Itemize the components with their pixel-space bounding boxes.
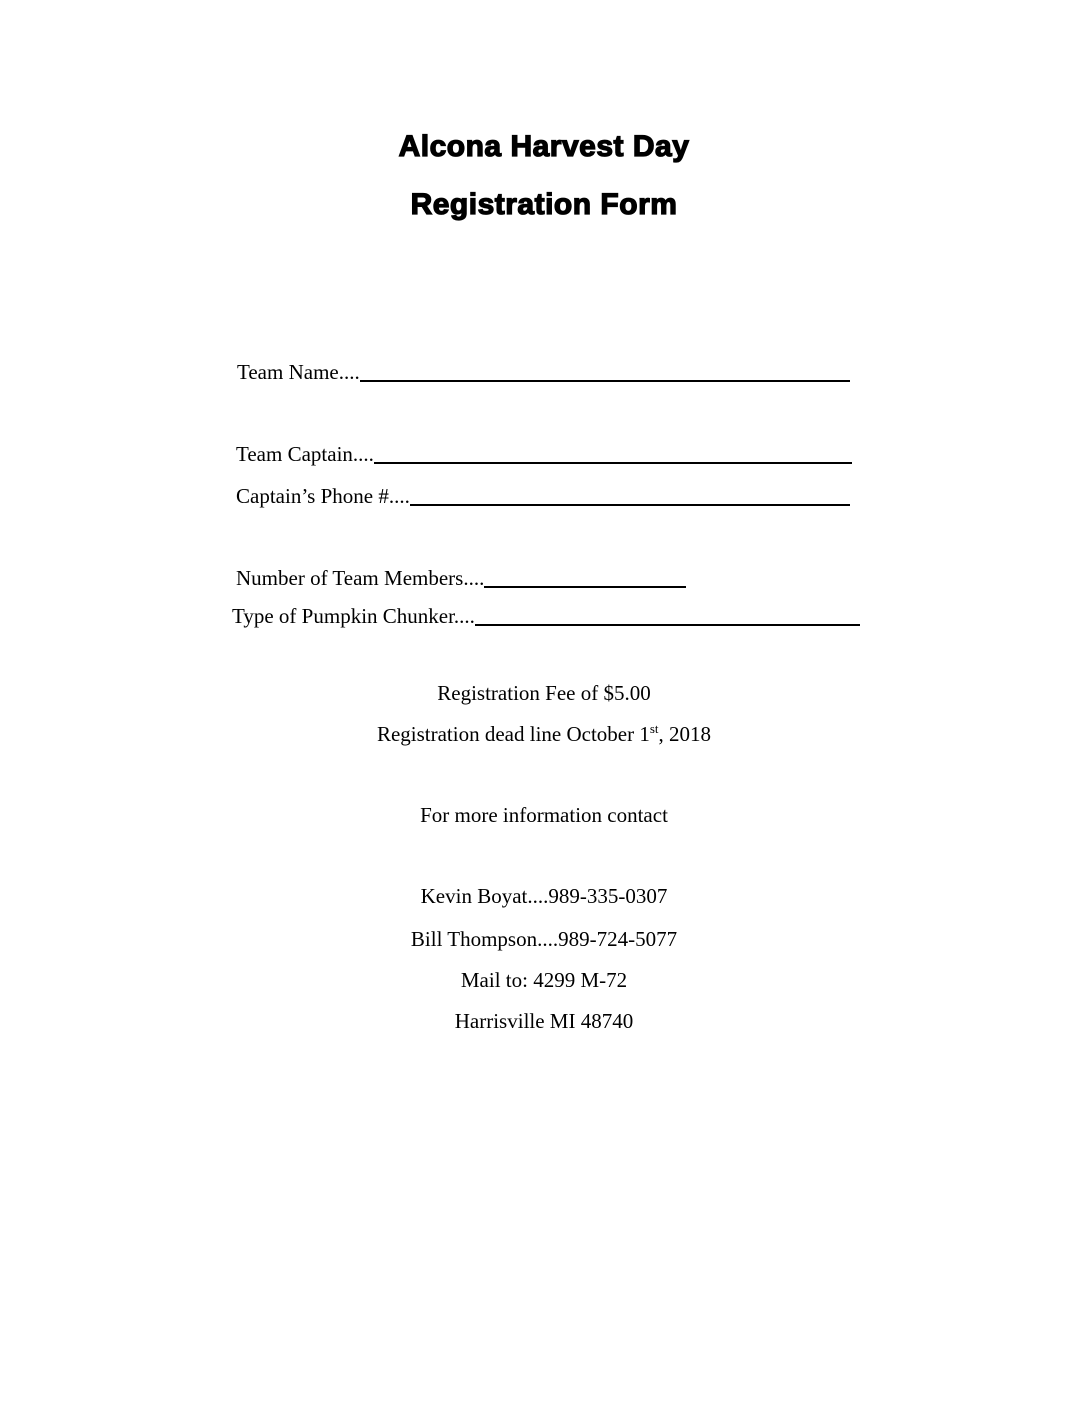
mailing-address-line: Mail to: 4299 M-72	[460, 968, 628, 992]
team-captain-field	[236, 442, 852, 467]
chunker-type-field	[232, 604, 860, 629]
team-captain-blank-line	[374, 442, 852, 464]
deadline-ordinal-superscript: st	[649, 721, 659, 736]
chunker-type-label: Type of Pumpkin Chunker....	[232, 604, 475, 628]
registration-fee-note: Registration Fee of $5.00	[437, 681, 651, 705]
captain-phone-label: Captain’s Phone #....	[236, 484, 410, 508]
contact-bill-thompson: Bill Thompson....989-724-5077	[410, 927, 678, 951]
document-subtitle: Registration Form	[410, 188, 678, 221]
team-name-label: Team Name....	[237, 360, 360, 384]
deadline-year-text: , 2018	[658, 722, 712, 746]
captain-phone-blank-line	[410, 484, 850, 506]
chunker-type-blank-line	[475, 604, 860, 626]
document-title: Alcona Harvest Day	[398, 130, 690, 163]
contact-info-heading: For more information contact	[420, 803, 668, 827]
team-name-blank-line	[360, 360, 850, 382]
deadline-text: Registration dead line October 1	[376, 722, 650, 746]
mailing-city-line: Harrisville MI 48740	[454, 1009, 634, 1033]
team-members-count-blank-line	[484, 566, 686, 588]
team-members-count-label: Number of Team Members....	[236, 566, 485, 590]
team-members-count-field	[236, 566, 686, 591]
team-captain-label: Team Captain....	[236, 442, 374, 466]
registration-deadline-note	[0, 722, 1088, 747]
contact-kevin-boyat: Kevin Boyat....989-335-0307	[420, 884, 668, 908]
team-name-field	[237, 360, 850, 385]
captain-phone-field	[236, 484, 850, 509]
